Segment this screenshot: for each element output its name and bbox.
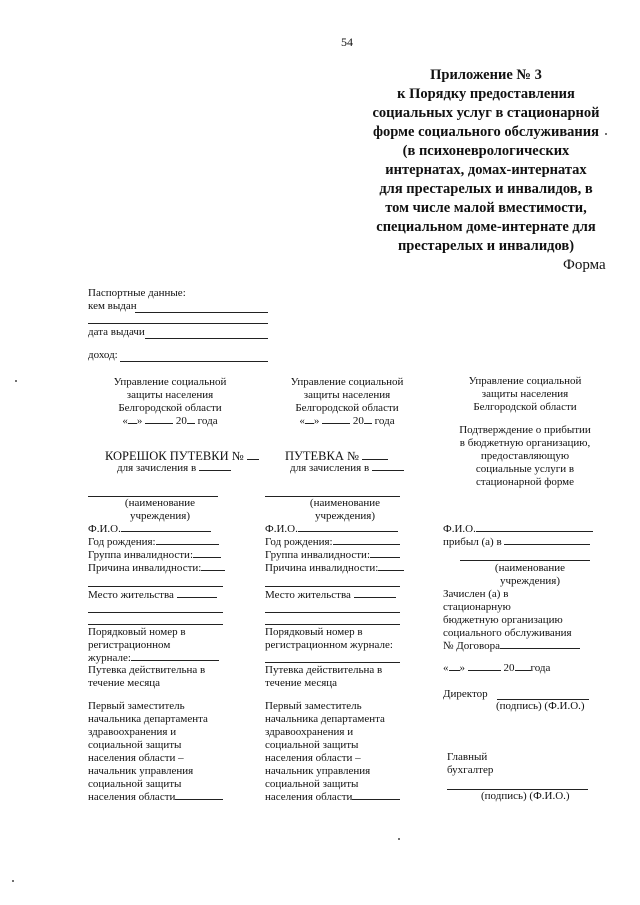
signer-line: социальной защиты	[265, 739, 359, 751]
right-director-label: Директор	[443, 688, 488, 700]
validity-line: Путевка действительна в	[88, 664, 206, 676]
voucher-disability-group: Группа инвалидности:	[265, 549, 405, 562]
dept-line: Белгородской области	[118, 402, 222, 414]
stub-residence-field-2[interactable]	[88, 612, 223, 613]
right-date-line: « » 20 года	[443, 662, 551, 674]
passport-income-field[interactable]	[120, 361, 268, 362]
signer-line: населения области	[88, 791, 223, 804]
stub-fio: Ф.И.О.	[88, 523, 228, 536]
institution-caption-line: учреждения)	[500, 575, 560, 587]
scan-speck	[398, 838, 400, 840]
confirm-line: Подтверждение о прибытии	[459, 424, 591, 436]
voucher-residence: Место жительства	[265, 589, 396, 602]
form-label: Форма	[563, 257, 606, 273]
right-director-caption: (подпись) (Ф.И.О.)	[496, 700, 585, 712]
voucher-reg-field[interactable]	[265, 662, 400, 663]
confirm-line: предоставляющую	[480, 450, 570, 462]
signer-line: начальник управления	[88, 765, 194, 777]
passport-issued-by-label: кем выдан	[88, 300, 137, 312]
accountant-line: бухгалтер	[447, 764, 494, 776]
scan-speck	[12, 880, 14, 882]
stub-reg-number	[88, 626, 219, 665]
arrival-confirmation	[445, 424, 605, 489]
scan-speck	[15, 380, 17, 382]
dept-line: защиты населения	[303, 389, 391, 401]
voucher-residence-field-2[interactable]	[265, 612, 400, 613]
signer-line: населения области	[265, 791, 400, 804]
stub-birth-year: Год рождения:	[88, 536, 228, 549]
right-arrived: прибыл (а) в	[443, 536, 590, 549]
validity-line: Путевка действительна в	[265, 664, 383, 676]
signer-line: социальной защиты	[265, 778, 359, 790]
passport-issue-date-label: дата выдачи	[88, 326, 145, 338]
signer-line: здравоохранения и	[265, 726, 354, 738]
appendix-title-line: том числе малой вместимости,	[385, 200, 587, 216]
signer-line: Первый заместитель	[265, 700, 362, 712]
appendix-title	[360, 66, 612, 256]
stub-disability-reason: Причина инвалидности:	[88, 562, 228, 575]
passport-income-label: доход:	[88, 349, 118, 361]
page-number: 54	[341, 35, 353, 49]
accountant-line: Главный	[447, 751, 488, 763]
signer-line: социальной защиты	[88, 778, 182, 790]
voucher-validity	[265, 664, 382, 690]
signer-line: Первый заместитель	[88, 700, 185, 712]
passport-title: Паспортные данные:	[88, 287, 186, 299]
signer-line: здравоохранения и	[88, 726, 177, 738]
stub-residence: Место жительства	[88, 589, 217, 602]
dept-header-col1	[100, 376, 240, 428]
dept-line: Управление социальной	[468, 375, 582, 387]
dept-header-col2	[277, 376, 417, 428]
validity-line: течение месяца	[265, 677, 338, 689]
stub-institution-caption	[100, 497, 220, 523]
right-institution-field[interactable]	[460, 560, 590, 561]
appendix-title-line: Приложение № 3	[430, 67, 542, 83]
confirm-line: стационарной форме	[475, 476, 575, 488]
institution-caption-line: (наименование	[124, 497, 196, 509]
stub-signer	[88, 700, 223, 804]
appendix-title-line: к Порядку предоставления	[397, 86, 575, 102]
stub-validity	[88, 664, 205, 690]
dept-line: Управление социальной	[113, 376, 227, 388]
passport-issue-date-field[interactable]	[145, 338, 268, 339]
voucher-reg-number	[265, 626, 393, 652]
enrolled-line: № Договора	[443, 640, 580, 653]
validity-line: течение месяца	[88, 677, 161, 689]
appendix-title-line: престарелых и инвалидов)	[397, 238, 575, 254]
appendix-title-line: специальном доме-интернате для	[376, 219, 596, 235]
voucher-fio: Ф.И.О.	[265, 523, 405, 536]
institution-caption-line: (наименование	[494, 562, 566, 574]
stub-subtitle: для зачисления в	[117, 462, 231, 475]
enrolled-line: стационарную	[443, 601, 511, 613]
passport-issued-by-field-2[interactable]	[88, 323, 268, 324]
right-institution-caption	[470, 562, 590, 588]
date-line: « » 20 года	[122, 415, 218, 427]
voucher-signer	[265, 700, 400, 804]
reg-line: Порядковый номер в	[88, 626, 186, 638]
voucher-institution-caption	[285, 497, 405, 523]
enrolled-line: социального обслуживания	[443, 627, 572, 639]
dept-line: Управление социальной	[290, 376, 404, 388]
institution-caption-line: (наименование	[309, 497, 381, 509]
reg-line: журнале:	[88, 652, 219, 665]
right-accountant	[447, 751, 493, 777]
stub-extra-line[interactable]	[88, 586, 223, 587]
signer-line: населения области –	[265, 752, 361, 764]
stub-disability-group: Группа инвалидности:	[88, 549, 228, 562]
appendix-title-line: форме социального обслуживания	[373, 124, 599, 140]
dept-line: защиты населения	[126, 389, 214, 401]
stub-title: КОРЕШОК ПУТЕВКИ №	[105, 449, 259, 463]
right-fio: Ф.И.О.	[443, 523, 593, 536]
dept-line: Белгородской области	[473, 401, 577, 413]
enrolled-line: Зачислен (а) в	[443, 588, 509, 600]
appendix-title-line: социальных услуг в стационарной	[372, 105, 600, 121]
appendix-title-line: для престарелых и инвалидов, в	[379, 181, 593, 197]
scan-speck	[605, 133, 607, 135]
appendix-title-line: интернатах, домах-интернатах	[385, 162, 587, 178]
voucher-birth-year: Год рождения:	[265, 536, 405, 549]
signer-line: населения области –	[88, 752, 184, 764]
voucher-extra-line[interactable]	[265, 586, 400, 587]
voucher-disability-reason: Причина инвалидности:	[265, 562, 405, 575]
reg-line: Порядковый номер в	[265, 626, 363, 638]
dept-line: защиты населения	[481, 388, 569, 400]
dept-line: Белгородской области	[295, 402, 399, 414]
right-accountant-caption: (подпись) (Ф.И.О.)	[481, 790, 570, 802]
voucher-subtitle: для зачисления в	[290, 462, 404, 475]
passport-issued-by-field[interactable]	[135, 312, 268, 313]
dept-header-col3	[455, 375, 595, 414]
voucher-fields	[265, 523, 405, 575]
confirm-line: социальные услуги в	[475, 463, 575, 475]
stub-residence-field-3[interactable]	[88, 624, 223, 625]
right-enrolled	[443, 588, 580, 653]
institution-caption-line: учреждения)	[315, 510, 375, 522]
signer-line: начальник управления	[265, 765, 371, 777]
appendix-title-line: (в психоневрологических	[402, 143, 570, 159]
signer-line: социальной защиты	[88, 739, 182, 751]
institution-caption-line: учреждения)	[130, 510, 190, 522]
voucher-residence-field-3[interactable]	[265, 624, 400, 625]
date-line: « » 20 года	[299, 415, 395, 427]
voucher-title: ПУТЕВКА №	[285, 449, 388, 463]
signer-line: начальника департамента	[265, 713, 385, 725]
enrolled-line: бюджетную организацию	[443, 614, 563, 626]
reg-line: регистрационном журнале:	[265, 639, 393, 651]
confirm-line: в бюджетную организацию,	[459, 437, 591, 449]
stub-fields	[88, 523, 228, 575]
signer-line: начальника департамента	[88, 713, 208, 725]
reg-line: регистрационном	[88, 639, 171, 651]
